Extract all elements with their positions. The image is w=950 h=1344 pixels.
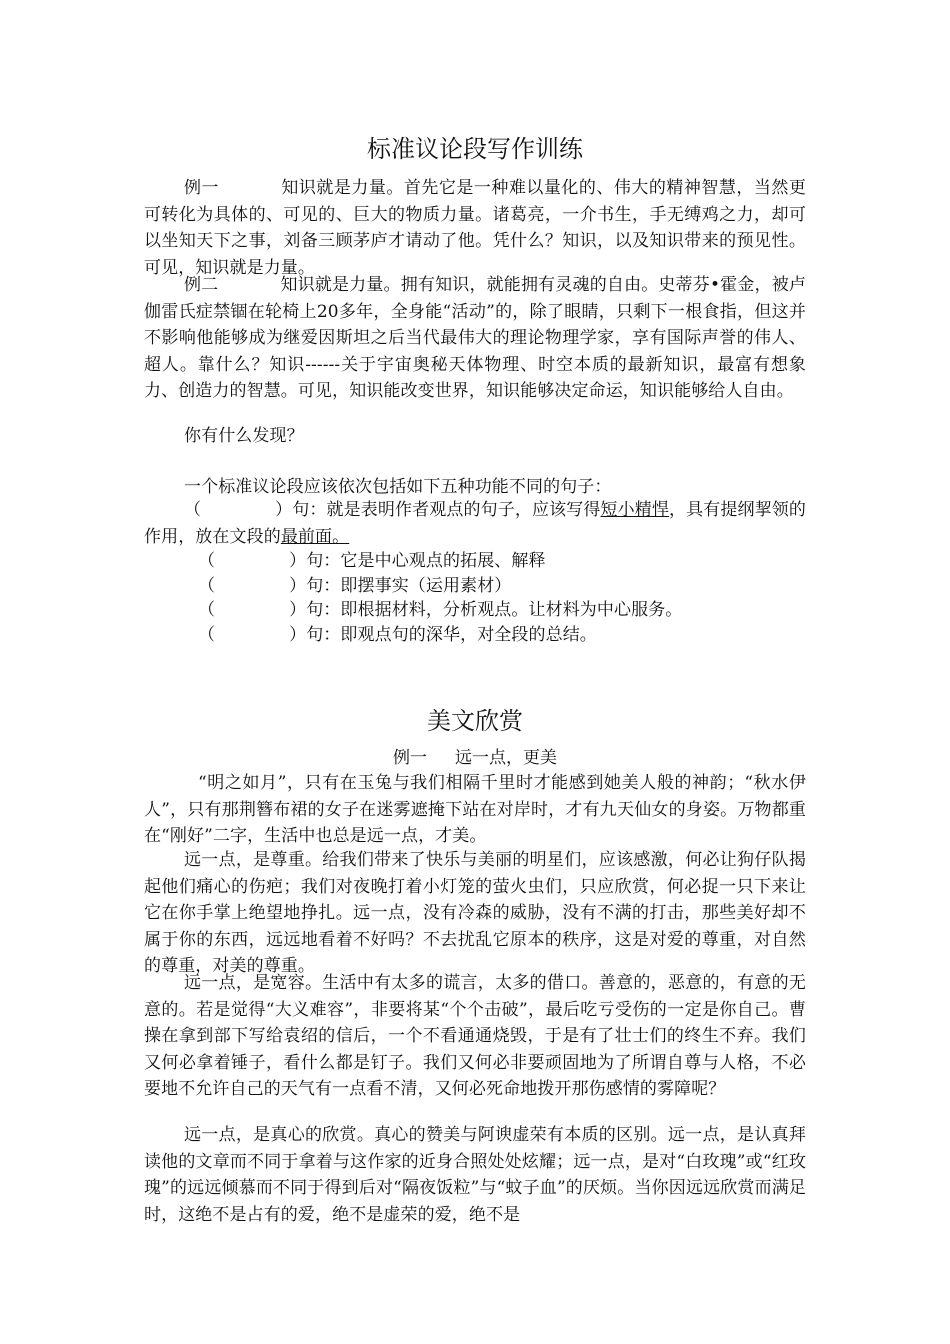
section-title: 美文欣赏 — [427, 707, 523, 735]
sentence-type-item: （ ）句：它是中心观点的拓展、解释 — [198, 551, 546, 571]
essay-paragraph: 远一点，是尊重。给我们带来了快乐与美丽的明星们，应该感激，何必让狗仔队揭起他们痛心的伤疤；我们对夜晚打着小灯笼的萤火虫们，只应欣赏，何必捉一只下来让它在你手掌上绝望地挣扎。远一点，没有冷森的威胁，没有不满的打击，那些美好却不属于你的东西，远远地看着不好吗？不去扰乱它原本的秩序，这是对爱的尊重，对自然的尊重，对美的尊重。 — [144, 850, 806, 976]
example-text: 知识就是力量。首先它是一种难以量化的、伟大的精神智慧，当然更可转化为具体的、可见的、巨大的物质力量。诸葛亮，一介书生，手无缚鸡之力，却可以坐知天下之事，刘备三顾茅庐才请动了他。凭什么？知识，以及知识带来的预见性。可见，知识就是力量。 — [144, 178, 806, 278]
question-text: 你有什么发现？ — [184, 426, 304, 446]
essay-paragraph: “明之如月”，只有在玉兔与我们相隔千里时才能感到她美人般的神韵；“秋水伊人”，只有那荆簪布裙的女子在迷雾遮掩下站在对岸时，才有九天仙女的身姿。万物都重在“刚好”二字，生活中也总是远一点，才美。 — [144, 773, 806, 846]
sentence-type-item: （ ）句：就是表明作者观点的句子，应该写得短小精悍，具有提纲挈领的作用，放在文段的最前面。 — [144, 500, 806, 547]
sentence-type-item: （ ）句：即观点句的深华，对全段的总结。 — [198, 625, 597, 645]
sentence-type-item: （ ）句：即摆事实（运用素材） — [198, 576, 512, 596]
underlined-text: 短小精悍 — [600, 500, 670, 520]
intro-text: 一个标准议论段应该依次包括如下五种功能不同的句子： — [184, 477, 612, 497]
example-paragraph-2 — [144, 272, 806, 405]
essay-subtitle: 例一 远一点，更美 — [393, 748, 557, 768]
section-title: 标准议论段写作训练 — [367, 135, 583, 163]
example-paragraph-1 — [144, 175, 806, 281]
underlined-text: 最前面。 — [280, 526, 350, 547]
essay-paragraph: 远一点，是宽容。生活中有太多的谎言，太多的借口。善意的，恶意的，有意的无意的。若是觉得“大义难容”，非要将某“个个击破”，最后吃亏受伤的一定是你自己。曹操在拿到部下写给袁绍的信后，一个不看通通烧毁，于是有了壮士们的终生不弃。我们又何必拿着锤子，看什么都是钉子。我们又何必非要顽固地为了所谓自尊与人格，不必要地不允许自己的天气有一点看不清，又何必死命地拨开那伤感情的雾障呢？ — [144, 973, 806, 1099]
example-label: 例一 — [184, 178, 219, 198]
example-text: 知识就是力量。拥有知识，就能拥有灵魂的自由。史蒂芬•霍金，被卢伽雷氏症禁锢在轮椅上20多年，全身能“活动”的，除了眼睛，只剩下一根食指，但这并不影响他能够成为继爱因斯坦之后当代最伟大的理论物理学家，享有国际声誉的伟人、超人。靠什么？知识------关于宇宙奥秘天体物理、时空本质的最新知识，最富有想象力、创造力的智慧。可见，知识能改变世界，知识能够决定命运，知识能够给人自由。 — [144, 275, 806, 401]
sentence-type-item: （ ）句：即根据材料，分析观点。让材料为中心服务。 — [198, 600, 683, 620]
essay-paragraph: 远一点，是真心的欣赏。真心的赞美与阿谀虚荣有本质的区别。远一点，是认真拜读他的文章而不同于拿着与这作家的近身合照处处炫耀；远一点，是对“白玫瑰”或“红玫瑰”的远远倾慕而不同于得到后对“隔夜饭粒”与“蚊子血”的厌烦。当你因远远欣赏而满足时，这绝不是占有的爱，绝不是虚荣的爱，绝不是 — [144, 1125, 806, 1225]
example-label: 例二 — [184, 275, 219, 295]
